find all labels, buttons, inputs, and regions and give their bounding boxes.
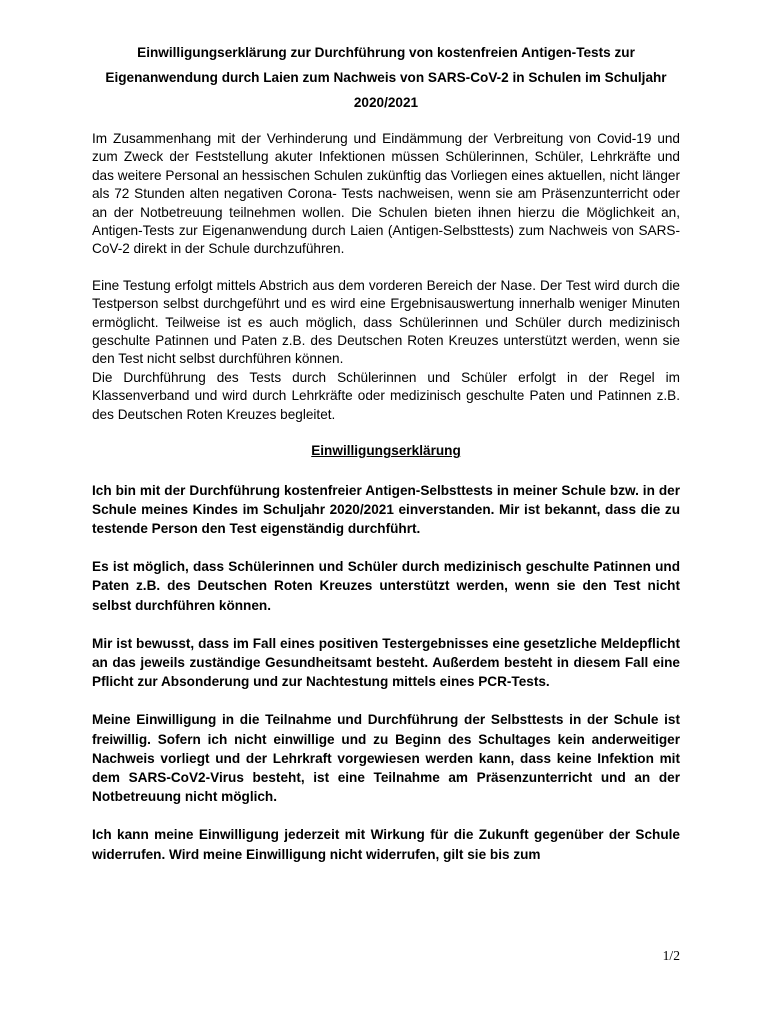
intro-paragraph-1: Im Zusammenhang mit der Verhinderung und Eindämmung der Verbreitung von Covid-19 und zum Zweck der Feststellung akuter Infektionen müssen Schülerinnen, Schüler, Lehrkräfte und das weitere Personal an hessischen Schulen zukünftig das Vorliegen eines aktuellen, nicht länger als 72 Stunden alten negativen Corona- Tests nachweisen, wenn sie am Präsenzunterricht oder an der Notbetreuung teilnehmen wollen. Die Schulen bieten ihnen hierzu die Möglichkeit an, Antigen-Tests zur Eigenanwendung durch Laien (Antigen-Selbsttests) zum Nachweis von SARS-CoV-2 direkt in der Schule durchzuführen. [92,131,680,257]
section-heading: Einwilligungserklärung [311,443,461,459]
declaration-paragraph-4: Meine Einwilligung in die Teilnahme und Durchführung der Selbsttests in der Schule ist freiwillig. Sofern ich nicht einwillige und zu Beginn des Schultages kein anderweitiger Nachweis vorliegt und der Lehrkraft vorgewiesen werden kann, dass keine Infektion mit dem SARS-CoV2-Virus besteht, ist eine Teilnahme am Präsenzunterricht und an der Notbetreuung nicht möglich. [92,712,680,805]
intro-paragraph-3: Die Durchführung des Tests durch Schülerinnen und Schüler erfolgt in der Regel im Klassenverband und wird durch Lehrkräfte oder medizinisch geschulte Paten und Patinnen z.B. des Deutschen Roten Kreuzes begleitet. [92,369,680,422]
intro-paragraph-2: Eine Testung erfolgt mittels Abstrich aus dem vorderen Bereich der Nase. Der Test wird durch die Testperson selbst durchgeführt und es wird eine Ergebnisauswertung innerhalb weniger Minuten ermöglicht. Teilweise ist es auch möglich, dass Schülerinnen und Schüler durch medizinisch geschulte Patinnen und Paten z.B. des Deutschen Roten Kreuzes unterstützt werden, wenn sie den Test nicht selbst durchführen können. [92,277,680,367]
declaration-paragraph-1: Ich bin mit der Durchführung kostenfreier Antigen-Selbsttests in meiner Schule bzw. in der Schule meines Kindes im Schuljahr 2020/2021 einverstanden. Mir ist bekannt, dass die zu testende Person den Test eigenständig durchführt. [92,482,680,536]
declaration-paragraph-2: Es ist möglich, dass Schülerinnen und Schüler durch medizinisch geschulte Patinnen und Paten z.B. des Deutschen Roten Kreuzes unterstützt werden, wenn sie den Test nicht selbst durchführen können. [92,559,680,613]
declaration-paragraph-3: Mir ist bewusst, dass im Fall eines positiven Testergebnisses eine gesetzliche Meldepflicht an das jeweils zuständige Gesundheitsamt besteht. Außerdem besteht in diesem Fall eine Pflicht zur Absonderung und zur Nachtestung mittels eines PCR-Tests. [92,635,680,690]
page-number: 1/2 [662,948,680,963]
declaration-paragraph-5: Ich kann meine Einwilligung jederzeit mit Wirkung für die Zukunft gegenüber der Schule widerrufen. Wird meine Einwilligung nicht widerrufen, gilt sie bis zum [92,827,680,862]
document-title: Einwilligungserklärung zur Durchführung von kostenfreien Antigen-Tests zur Eigenanwendung durch Laien zum Nachweis von SARS-CoV-2 in Schulen im Schuljahr 2020/2021 [105,45,667,110]
document-body [92,40,680,883]
